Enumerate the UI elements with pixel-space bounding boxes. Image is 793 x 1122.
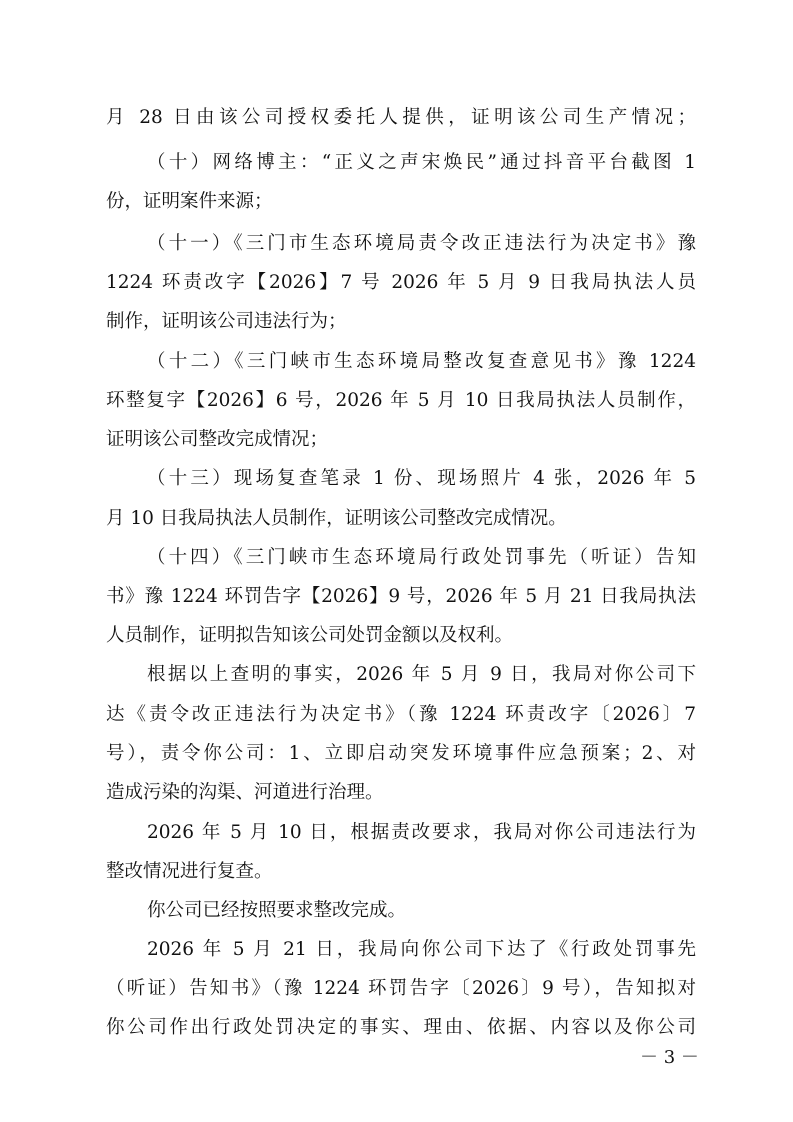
text-line: 书》豫 1224 环罚告字【2026】9 号，2026 年 5 月 21 日我局执法 bbox=[106, 586, 696, 607]
text-line: 证明该公司整改完成情况； bbox=[106, 429, 329, 450]
text-line: 人员制作，证明拟告知该公司处罚金额以及权利。 bbox=[106, 625, 514, 646]
text-line: （听证）告知书》（豫 1224 环罚告字〔2026〕9 号），告知拟对 bbox=[106, 978, 696, 999]
text-line: 2026 年 5 月 10 日，根据责改要求，我局对你公司违法行为 bbox=[147, 822, 696, 843]
text-line: （十三）现场复查笔录 1 份、现场照片 4 张，2026 年 5 bbox=[147, 468, 696, 489]
text-line: 月 10 日我局执法人员制作，证明该公司整改完成情况。 bbox=[106, 508, 567, 529]
text-line: 份，证明案件来源； bbox=[106, 191, 273, 212]
text-line: 整改情况进行复查。 bbox=[106, 861, 273, 882]
text-line: （十一）《三门市生态环境局责令改正违法行为决定书》豫 bbox=[147, 233, 696, 254]
text-line: 2026 年 5 月 21 日，我局向你公司下达了《行政处罚事先 bbox=[147, 939, 696, 960]
page-number: － 3 － bbox=[640, 1047, 699, 1068]
text-line: 月 28 日由该公司授权委托人提供，证明该公司生产情况； bbox=[106, 107, 696, 128]
text-line: 制作，证明该公司违法行为； bbox=[106, 311, 347, 332]
text-line: 达《责令改正违法行为决定书》（豫 1224 环责改字〔2026〕7 bbox=[106, 704, 696, 725]
text-line: 你公司已经按照要求整改完成。 bbox=[147, 900, 407, 921]
text-line: （十）网络博主：“正义之声宋焕民”通过抖音平台截图 1 bbox=[147, 152, 696, 173]
text-line: （十二）《三门峡市生态环境局整改复查意见书》豫 1224 bbox=[147, 351, 696, 372]
text-line: 根据以上查明的事实，2026 年 5 月 9 日，我局对你公司下 bbox=[147, 664, 696, 685]
text-line: 1224 环责改字【2026】7 号 2026 年 5 月 9 日我局执法人员 bbox=[106, 272, 696, 293]
text-line: 造成污染的沟渠、河道进行治理。 bbox=[106, 782, 384, 803]
text-line: 号），责令你公司：1、立即启动突发环境事件应急预案；2、对 bbox=[106, 743, 696, 764]
text-line: 你公司作出行政处罚决定的事实、理由、依据、内容以及你公司 bbox=[106, 1017, 696, 1038]
text-line: （十四）《三门峡市生态环境局行政处罚事先（听证）告知 bbox=[147, 547, 696, 568]
text-line: 环整复字【2026】6 号，2026 年 5 月 10 日我局执法人员制作， bbox=[106, 390, 696, 411]
